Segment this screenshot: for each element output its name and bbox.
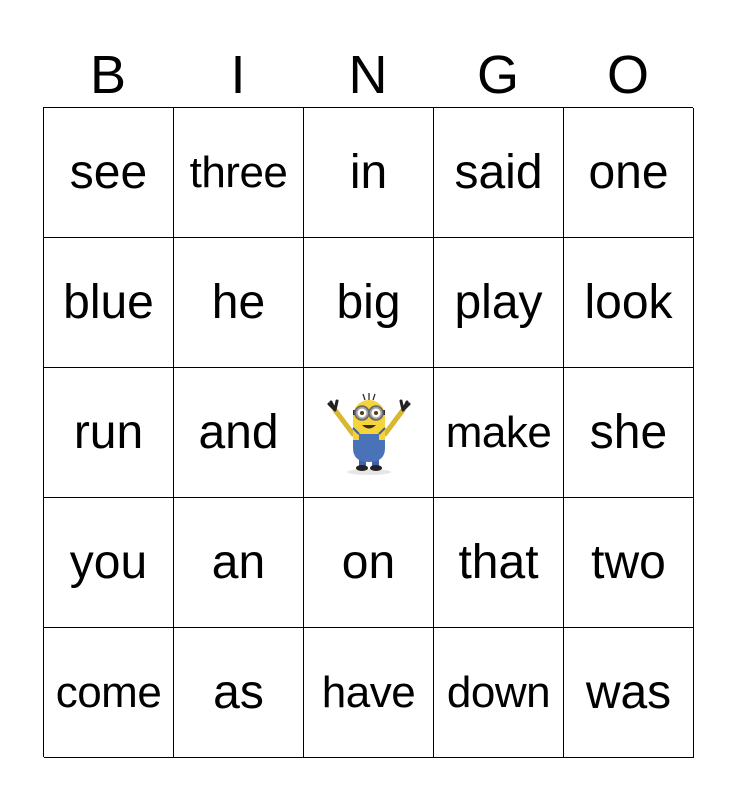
bingo-cell[interactable] — [44, 498, 174, 628]
bingo-cell[interactable] — [564, 108, 694, 238]
cell-word: three — [189, 147, 288, 197]
cell-word: he — [211, 275, 266, 329]
cell-word: come — [55, 667, 162, 717]
bingo-cell[interactable] — [304, 498, 434, 628]
cell-word: play — [454, 275, 543, 329]
cell-word: big — [336, 275, 401, 329]
bingo-cell[interactable] — [304, 108, 434, 238]
bingo-cell[interactable] — [44, 108, 174, 238]
bingo-cell[interactable] — [564, 368, 694, 498]
cell-word: make — [445, 407, 552, 457]
cell-word: that — [458, 535, 539, 589]
cell-word: in — [349, 145, 388, 199]
bingo-cell[interactable] — [304, 628, 434, 758]
bingo-cell[interactable] — [434, 238, 564, 368]
cell-word: down — [446, 667, 551, 717]
cell-word: have — [321, 667, 416, 717]
bingo-cell[interactable] — [434, 108, 564, 238]
minion-icon — [319, 388, 419, 478]
cell-word: on — [341, 535, 396, 589]
cell-word: see — [69, 145, 148, 199]
cell-word: two — [591, 535, 666, 589]
cell-word: you — [69, 535, 148, 589]
bingo-cell[interactable] — [564, 238, 694, 368]
cell-word: run — [73, 405, 144, 459]
header-letter-o: O — [606, 45, 649, 105]
bingo-cell[interactable] — [174, 368, 304, 498]
bingo-cell[interactable] — [434, 628, 564, 758]
cell-word: as — [213, 665, 264, 719]
header-letter-g: G — [476, 45, 519, 105]
bingo-cell[interactable] — [434, 498, 564, 628]
cell-word: she — [589, 405, 668, 459]
bingo-cell[interactable] — [44, 368, 174, 498]
cell-word: was — [585, 665, 672, 719]
free-space-cell[interactable] — [304, 368, 434, 498]
bingo-cell[interactable] — [174, 238, 304, 368]
bingo-cell[interactable] — [564, 628, 694, 758]
bingo-cell[interactable] — [174, 498, 304, 628]
cell-word: an — [211, 535, 266, 589]
cell-word: blue — [63, 275, 154, 329]
bingo-cell[interactable] — [434, 368, 564, 498]
cell-word: and — [198, 405, 279, 459]
bingo-cell[interactable] — [44, 238, 174, 368]
bingo-cell[interactable] — [564, 498, 694, 628]
cell-word: said — [454, 145, 543, 199]
cell-word: look — [584, 275, 673, 329]
header-letter-b: B — [89, 45, 127, 105]
cell-word: one — [588, 145, 669, 199]
header-letter-i: I — [230, 45, 246, 105]
bingo-cell[interactable] — [174, 628, 304, 758]
bingo-cell[interactable] — [304, 238, 434, 368]
bingo-board — [43, 107, 693, 757]
header-letter-n: N — [348, 45, 388, 105]
bingo-cell[interactable] — [44, 628, 174, 758]
bingo-header — [43, 44, 693, 106]
bingo-cell[interactable] — [174, 108, 304, 238]
